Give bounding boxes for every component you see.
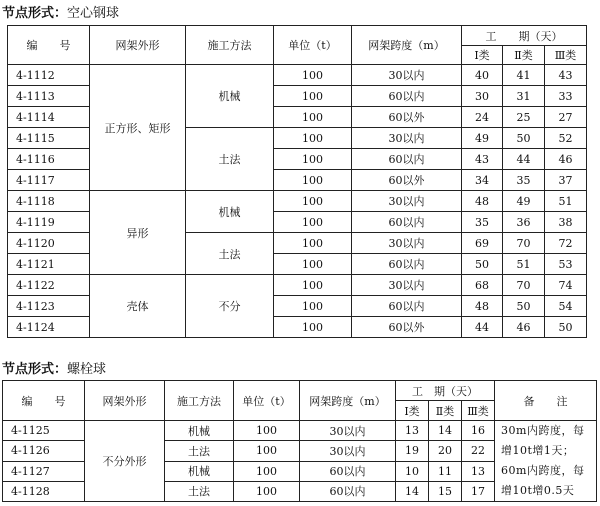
row-code: 4-1124	[8, 317, 90, 338]
header-class1: Ⅰ类	[396, 401, 429, 421]
section1-title-value: 空心钢球	[67, 6, 120, 21]
row-unit: 100	[274, 317, 352, 338]
table-row	[8, 65, 587, 86]
header-class3: Ⅲ类	[462, 401, 495, 421]
row-span: 60以内	[352, 254, 462, 275]
row-span: 30以内	[352, 191, 462, 212]
row-span: 60以内	[300, 481, 396, 501]
row-code: 4-1120	[8, 233, 90, 254]
header-method: 施工方法	[165, 381, 234, 421]
row-class1: 24	[462, 107, 503, 128]
row-class3: 13	[462, 461, 495, 481]
header-span: 网架跨度（m）	[300, 381, 396, 421]
row-unit: 100	[274, 170, 352, 191]
row-unit: 100	[274, 275, 352, 296]
row-class3: 46	[545, 149, 587, 170]
row-class2: 49	[503, 191, 545, 212]
header-span: 网架跨度（m）	[352, 26, 462, 65]
header-method: 施工方法	[186, 26, 274, 65]
row-method: 土法	[165, 481, 234, 501]
row-class3: 38	[545, 212, 587, 233]
row-code: 4-1117	[8, 170, 90, 191]
shape-group: 壳体	[90, 275, 186, 338]
row-code: 4-1121	[8, 254, 90, 275]
row-code: 4-1113	[8, 86, 90, 107]
row-span: 60以内	[352, 296, 462, 317]
row-span: 60以外	[352, 170, 462, 191]
row-unit: 100	[234, 481, 300, 501]
row-span: 60以外	[352, 317, 462, 338]
row-unit: 100	[274, 254, 352, 275]
header-class1: Ⅰ类	[462, 46, 503, 65]
header-unit: 单位（t）	[274, 26, 352, 65]
row-unit: 100	[234, 421, 300, 441]
row-unit: 100	[274, 212, 352, 233]
row-span: 60以内	[352, 86, 462, 107]
row-class1: 48	[462, 191, 503, 212]
header-period: 工 期（天）	[396, 381, 495, 401]
header-code: 编 号	[3, 381, 85, 421]
row-class1: 30	[462, 86, 503, 107]
row-span: 30以内	[300, 441, 396, 461]
row-method: 机械	[165, 461, 234, 481]
row-class2: 41	[503, 65, 545, 86]
row-code: 4-1128	[3, 481, 85, 501]
row-span: 30以内	[300, 421, 396, 441]
row-class3: 52	[545, 128, 587, 149]
row-unit: 100	[274, 65, 352, 86]
row-class3: 53	[545, 254, 587, 275]
row-class2: 70	[503, 233, 545, 254]
row-span: 60以外	[352, 107, 462, 128]
row-class3: 27	[545, 107, 587, 128]
row-class3: 17	[462, 481, 495, 501]
row-code: 4-1115	[8, 128, 90, 149]
row-class2: 35	[503, 170, 545, 191]
row-class2: 51	[503, 254, 545, 275]
row-span: 60以内	[352, 212, 462, 233]
section2-title-value: 螺栓球	[67, 362, 107, 377]
row-class1: 49	[462, 128, 503, 149]
table-row	[8, 275, 587, 296]
row-unit: 100	[234, 461, 300, 481]
header-shape: 网架外形	[90, 26, 186, 65]
header-class2: Ⅱ类	[503, 46, 545, 65]
row-span: 30以内	[352, 128, 462, 149]
table-row	[8, 191, 587, 212]
method-group: 机械	[186, 191, 274, 233]
row-method: 土法	[165, 441, 234, 461]
header-period: 工 期（天）	[462, 26, 587, 46]
method-group: 不分	[186, 275, 274, 338]
row-span: 60以内	[352, 149, 462, 170]
row-class3: 51	[545, 191, 587, 212]
row-class1: 13	[396, 421, 429, 441]
row-span: 30以内	[352, 65, 462, 86]
section1-title	[2, 2, 119, 21]
row-span: 60以内	[300, 461, 396, 481]
table-row	[3, 421, 597, 441]
row-class2: 14	[429, 421, 462, 441]
row-method: 机械	[165, 421, 234, 441]
row-unit: 100	[234, 441, 300, 461]
row-class2: 31	[503, 86, 545, 107]
row-unit: 100	[274, 107, 352, 128]
row-unit: 100	[274, 191, 352, 212]
header-class3: Ⅲ类	[545, 46, 587, 65]
row-code: 4-1112	[8, 65, 90, 86]
row-unit: 100	[274, 149, 352, 170]
row-span: 30以内	[352, 275, 462, 296]
row-class2: 50	[503, 296, 545, 317]
row-class3: 16	[462, 421, 495, 441]
row-code: 4-1114	[8, 107, 90, 128]
row-class2: 36	[503, 212, 545, 233]
section1-title-lead: 节点形式：	[2, 6, 68, 21]
row-class1: 19	[396, 441, 429, 461]
bolt-ball-table	[2, 380, 597, 502]
row-class3: 22	[462, 441, 495, 461]
row-class2: 44	[503, 149, 545, 170]
row-class3: 33	[545, 86, 587, 107]
row-class3: 72	[545, 233, 587, 254]
row-code: 4-1116	[8, 149, 90, 170]
header-class2: Ⅱ类	[429, 401, 462, 421]
row-span: 30以内	[352, 233, 462, 254]
row-class1: 14	[396, 481, 429, 501]
row-class1: 40	[462, 65, 503, 86]
row-class1: 34	[462, 170, 503, 191]
section2-title	[2, 358, 106, 377]
row-unit: 100	[274, 233, 352, 254]
header-unit: 单位（t）	[234, 381, 300, 421]
row-unit: 100	[274, 296, 352, 317]
row-code: 4-1125	[3, 421, 85, 441]
row-class1: 35	[462, 212, 503, 233]
row-code: 4-1122	[8, 275, 90, 296]
row-class2: 25	[503, 107, 545, 128]
row-class2: 20	[429, 441, 462, 461]
row-class3: 43	[545, 65, 587, 86]
row-class2: 15	[429, 481, 462, 501]
row-class1: 44	[462, 317, 503, 338]
method-group: 土法	[186, 233, 274, 275]
row-class3: 50	[545, 317, 587, 338]
header-code: 编 号	[8, 26, 90, 65]
row-code: 4-1123	[8, 296, 90, 317]
row-code: 4-1126	[3, 441, 85, 461]
row-unit: 100	[274, 128, 352, 149]
row-class1: 69	[462, 233, 503, 254]
header-remark: 备 注	[495, 381, 597, 421]
shape-group: 不分外形	[85, 421, 165, 502]
method-group: 土法	[186, 128, 274, 191]
row-class3: 74	[545, 275, 587, 296]
row-class2: 70	[503, 275, 545, 296]
row-unit: 100	[274, 86, 352, 107]
shape-group: 正方形、矩形	[90, 65, 186, 191]
method-group: 机械	[186, 65, 274, 128]
remark-cell: 30m内跨度，每增10t增1天；60m内跨度，每增10t增0.5天	[495, 421, 597, 502]
row-class2: 50	[503, 128, 545, 149]
row-code: 4-1118	[8, 191, 90, 212]
row-class1: 10	[396, 461, 429, 481]
row-code: 4-1127	[3, 461, 85, 481]
row-class2: 11	[429, 461, 462, 481]
hollow-ball-table	[7, 25, 587, 338]
section2-title-lead: 节点形式：	[2, 362, 68, 377]
row-class3: 37	[545, 170, 587, 191]
row-class1: 48	[462, 296, 503, 317]
row-class1: 50	[462, 254, 503, 275]
row-class2: 46	[503, 317, 545, 338]
row-class1: 68	[462, 275, 503, 296]
row-class3: 54	[545, 296, 587, 317]
row-class1: 43	[462, 149, 503, 170]
row-code: 4-1119	[8, 212, 90, 233]
header-shape: 网架外形	[85, 381, 165, 421]
shape-group: 异形	[90, 191, 186, 275]
